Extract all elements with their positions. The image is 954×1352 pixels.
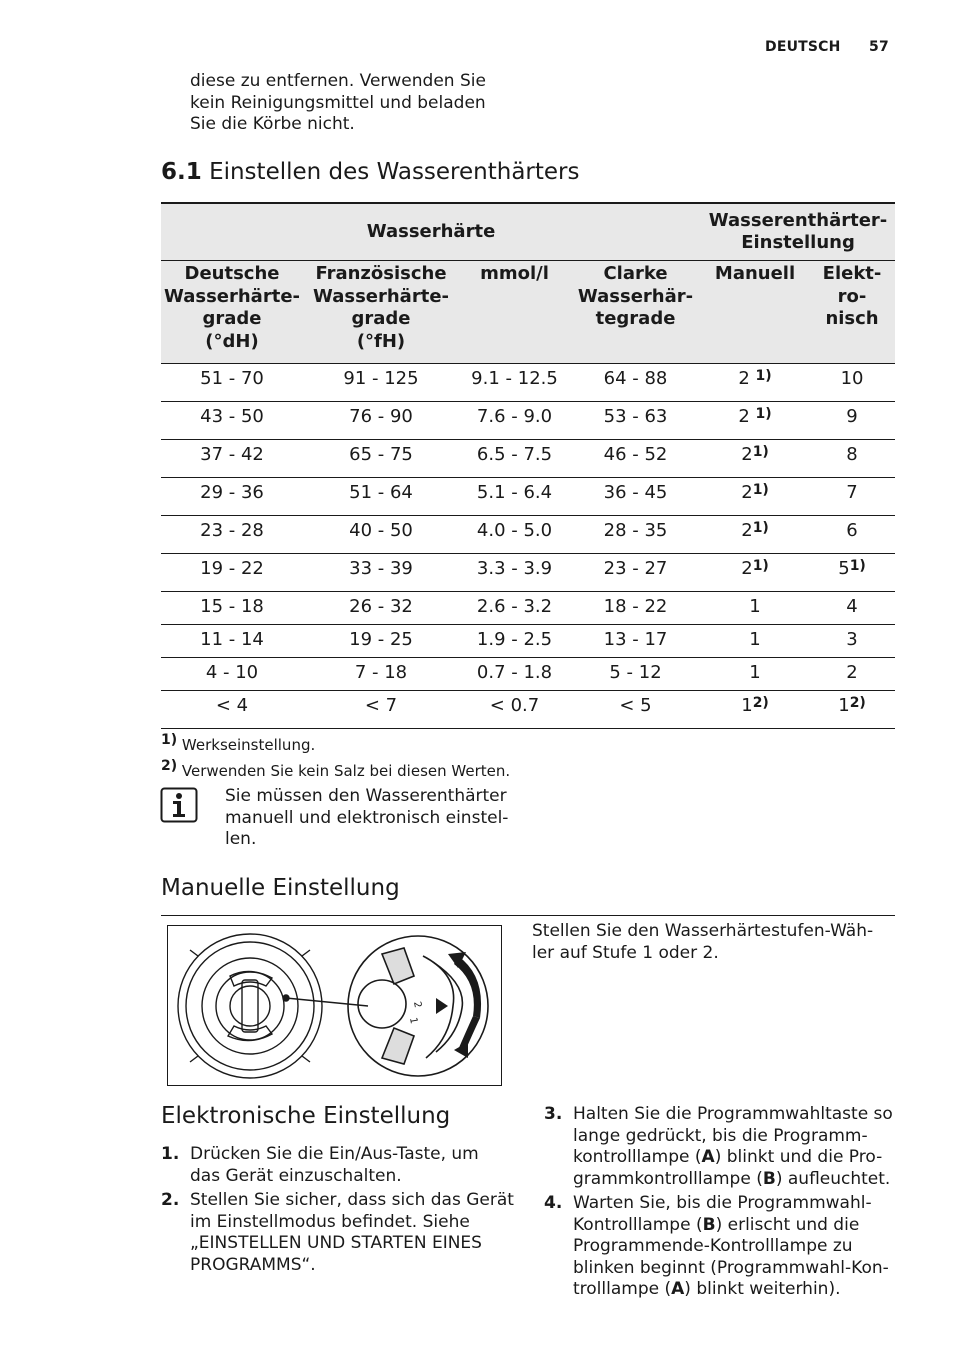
table-cell-dh: 11 - 14 — [161, 625, 303, 658]
footnote-ref: 1) — [755, 368, 772, 384]
table-cell-mmol: 3.3 - 3.9 — [459, 554, 570, 592]
intro-line: kein Reinigungsmittel und beladen — [190, 92, 486, 113]
info-note-text: Sie müssen den Wasserenthärter manuell und elektronisch einstel- len. — [225, 786, 509, 849]
table-row — [161, 402, 895, 440]
table-cell-electronic — [809, 658, 895, 691]
table-cell-dh: 23 - 28 — [161, 516, 303, 554]
table-cell-dh: 15 - 18 — [161, 592, 303, 625]
setting-value: 2 — [741, 444, 753, 465]
table-cell-manual — [701, 364, 809, 402]
table-cell-manual — [701, 478, 809, 516]
header-softener-setting: Wasserenthärter- Einstellung — [701, 203, 895, 261]
footnote-2: $^{2)}$ Verwenden Sie kein Salz bei diesen Werten. — [161, 758, 511, 780]
setting-value: 1 — [749, 629, 761, 650]
step-item: 2. Stellen Sie sicher, dass sich das Gerät im Einstellmodus befindet. Siehe „EINSTELLEN UND STARTEN EINES PROGRAMMS“. — [161, 1190, 514, 1275]
setting-value: 9 — [846, 406, 858, 427]
table-cell-dh: 37 - 42 — [161, 440, 303, 478]
table-cell-dh: 19 - 22 — [161, 554, 303, 592]
intro-paragraph — [190, 71, 520, 136]
table-row — [161, 364, 895, 402]
table-cell-electronic — [809, 554, 895, 592]
table-row — [161, 554, 895, 592]
setting-value: 2 — [741, 520, 753, 541]
table-cell-mmol: 1.9 - 2.5 — [459, 625, 570, 658]
table-cell-electronic — [809, 364, 895, 402]
table-row — [161, 478, 895, 516]
setting-value: 1 — [838, 695, 850, 716]
table-cell-manual — [701, 554, 809, 592]
table-cell-fh: 26 - 32 — [303, 592, 459, 625]
table-cell-dh: < 4 — [161, 691, 303, 729]
table-cell-electronic — [809, 402, 895, 440]
table-cell-fh: 65 - 75 — [303, 440, 459, 478]
setting-value: 1 — [749, 596, 761, 617]
table-cell-manual — [701, 440, 809, 478]
table-cell-fh: 19 - 25 — [303, 625, 459, 658]
table-cell-mmol: 7.6 - 9.0 — [459, 402, 570, 440]
table-cell-mmol: 2.6 - 3.2 — [459, 592, 570, 625]
table-cell-mmol: 0.7 - 1.8 — [459, 658, 570, 691]
setting-value: 4 — [846, 596, 858, 617]
table-cell-clarke: 13 - 17 — [570, 625, 701, 658]
table-row — [161, 516, 895, 554]
table-cell-fh: 91 - 125 — [303, 364, 459, 402]
table-row — [161, 658, 895, 691]
table-cell-clarke: < 5 — [570, 691, 701, 729]
table-cell-mmol: 4.0 - 5.0 — [459, 516, 570, 554]
table-cell-manual — [701, 516, 809, 554]
table-cell-clarke: 46 - 52 — [570, 440, 701, 478]
dial-label-2: 2 — [411, 1000, 423, 1009]
table-cell-clarke: 36 - 45 — [570, 478, 701, 516]
intro-line: Sie die Körbe nicht. — [190, 114, 355, 134]
footnote-ref: 1) — [755, 406, 772, 422]
footnote-ref: 1) — [752, 482, 769, 498]
section-title: Einstellen des Wasserenthärters — [209, 159, 580, 185]
manual-setting-text: Stellen Sie den Wasserhärtestufen-Wäh- ler auf Stufe 1 oder 2. — [532, 921, 874, 963]
table-cell-electronic — [809, 516, 895, 554]
water-hardness-table — [161, 202, 895, 729]
header-electronic: Elekt- ro- nisch — [809, 261, 895, 364]
footnote-ref: 1) — [752, 520, 769, 536]
header-french-degrees: Französische Wasserhärte- grade (°fH) — [303, 261, 459, 364]
manual-section-rule — [161, 915, 895, 916]
footnote-ref: 1) — [752, 444, 769, 460]
footnote-ref: 2) — [752, 695, 769, 711]
table-cell-mmol: 5.1 - 6.4 — [459, 478, 570, 516]
setting-value: 10 — [840, 368, 864, 389]
steps-right — [544, 1104, 899, 1304]
table-row — [161, 440, 895, 478]
table-cell-fh: 7 - 18 — [303, 658, 459, 691]
intro-line: diese zu entfernen. Verwenden Sie — [190, 71, 486, 91]
table-cell-manual — [701, 592, 809, 625]
setting-value: 1 — [741, 695, 753, 716]
table-cell-dh: 51 - 70 — [161, 364, 303, 402]
table-cell-electronic — [809, 440, 895, 478]
table-cell-manual — [701, 625, 809, 658]
step-item: 4. Warten Sie, bis die Programmwahl- Kontrolllampe (B) erlischt und die Programmende-Kontrolllampe zu blinken beginnt (Programmwahl-Kon- trolllampe (A) blinkt weiterhin). — [544, 1193, 889, 1299]
table-cell-mmol: < 0.7 — [459, 691, 570, 729]
setting-value: 3 — [846, 629, 858, 650]
table-cell-manual — [701, 402, 809, 440]
footnote-ref: 2) — [849, 695, 866, 711]
lamp-letter: B — [702, 1214, 716, 1235]
footnote-1: $^{1)}$ Werkseinstellung. — [161, 732, 316, 754]
section-heading — [161, 158, 580, 186]
setting-value: 6 — [846, 520, 858, 541]
table-row — [161, 691, 895, 729]
manual-setting-heading: Manuelle Einstellung — [161, 875, 400, 901]
table-cell-dh: 43 - 50 — [161, 402, 303, 440]
info-icon — [160, 787, 198, 823]
table-cell-clarke: 53 - 63 — [570, 402, 701, 440]
section-number: 6.1 — [161, 159, 202, 185]
electronic-setting-heading: Elektronische Einstellung — [161, 1103, 451, 1129]
table-cell-clarke: 5 - 12 — [570, 658, 701, 691]
step-item: 1. Drücken Sie die Ein/Aus-Taste, um das Gerät einzuschalten. — [161, 1144, 479, 1186]
table-cell-fh: 33 - 39 — [303, 554, 459, 592]
table-cell-manual — [701, 658, 809, 691]
table-cell-clarke: 23 - 27 — [570, 554, 701, 592]
lamp-letter: A — [671, 1279, 685, 1299]
table-cell-mmol: 9.1 - 12.5 — [459, 364, 570, 402]
setting-value: 7 — [846, 482, 858, 503]
footnote-ref: 1) — [752, 558, 769, 574]
table-cell-fh: 51 - 64 — [303, 478, 459, 516]
table-cell-dh: 4 - 10 — [161, 658, 303, 691]
table-cell-clarke: 18 - 22 — [570, 592, 701, 625]
table-cell-dh: 29 - 36 — [161, 478, 303, 516]
table-cell-electronic — [809, 691, 895, 729]
step-item: 3. Halten Sie die Programmwahltaste so lange gedrückt, bis die Programm- kontrolllampe (A) blinkt und die Pro- grammkontrolllampe (B) aufleuchtet. — [544, 1104, 893, 1189]
table-cell-fh: 76 - 90 — [303, 402, 459, 440]
footnote-ref: 1) — [849, 558, 866, 574]
setting-value: 1 — [749, 662, 761, 683]
steps-left — [161, 1144, 521, 1279]
table-cell-mmol: 6.5 - 7.5 — [459, 440, 570, 478]
header-manual: Manuell — [701, 261, 809, 364]
table-row — [161, 625, 895, 658]
header-water-hardness: Wasserhärte — [161, 203, 701, 261]
setting-value: 2 — [741, 558, 753, 579]
table-cell-fh: 40 - 50 — [303, 516, 459, 554]
setting-value: 2 — [738, 406, 756, 427]
page-language: DEUTSCH — [765, 39, 841, 55]
setting-value: 8 — [846, 444, 858, 465]
table-cell-electronic — [809, 625, 895, 658]
page-number: 57 — [869, 39, 889, 55]
lamp-letter: B — [762, 1168, 776, 1189]
table-cell-electronic — [809, 478, 895, 516]
table-cell-manual — [701, 691, 809, 729]
setting-value: 2 — [741, 482, 753, 503]
header-mmol: mmol/l — [459, 261, 570, 364]
setting-value: 5 — [838, 558, 850, 579]
header-clarke-degrees: Clarke Wasserhär- tegrade — [570, 261, 701, 364]
lamp-letter: A — [701, 1147, 715, 1167]
table-cell-fh: < 7 — [303, 691, 459, 729]
softener-dial-illustration — [167, 925, 502, 1086]
table-cell-electronic — [809, 592, 895, 625]
dial-label-1: 1 — [407, 1016, 419, 1025]
table-cell-clarke: 64 - 88 — [570, 364, 701, 402]
setting-value: 2 — [738, 368, 756, 389]
setting-value: 2 — [846, 662, 858, 683]
header-german-degrees: Deutsche Wasserhärte- grade (°dH) — [161, 261, 303, 364]
table-cell-clarke: 28 - 35 — [570, 516, 701, 554]
table-row — [161, 592, 895, 625]
